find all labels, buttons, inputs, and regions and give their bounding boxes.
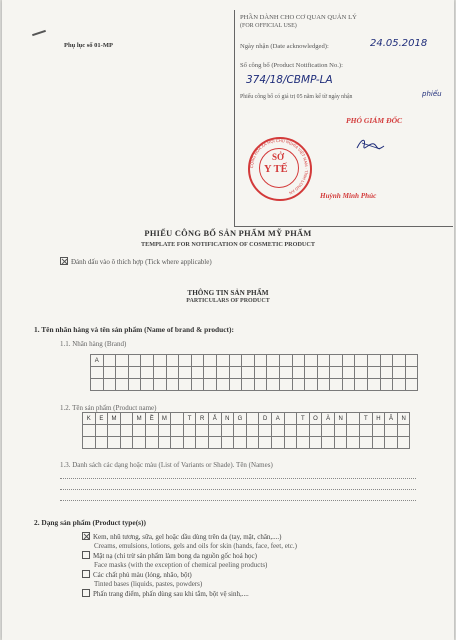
brand-grid-cell[interactable] [116,367,129,379]
product-grid-cell[interactable] [259,425,272,437]
brand-grid-cell[interactable] [305,355,318,367]
brand-grid-cell[interactable] [368,379,381,391]
product-grid-cell[interactable] [221,425,234,437]
brand-grid-cell[interactable] [141,379,154,391]
tick-note [60,257,212,266]
q1-3-label: 1.3. Danh sách các dạng hoặc màu (List of Variants or Shade). Tên (Names) [60,461,273,469]
position-title: PHÓ GIÁM ĐỐC [346,116,403,125]
brand-grid-cell[interactable] [141,355,154,367]
brand-grid-cell[interactable] [153,355,166,367]
product-grid-cell[interactable] [95,437,108,449]
brand-grid-cell[interactable] [305,379,318,391]
product-grid-cell[interactable]: À [322,413,335,425]
product-grid-cell[interactable] [347,413,360,425]
product-grid-cell[interactable] [360,437,373,449]
brand-grid-cell[interactable] [216,379,229,391]
product-grid-cell[interactable]: M [108,413,121,425]
brand-grid-cell[interactable] [342,379,355,391]
brand-grid-cell[interactable] [355,379,368,391]
brand-grid-cell[interactable] [267,367,280,379]
brand-grid-cell[interactable] [292,367,305,379]
product-grid-cell[interactable] [183,437,196,449]
product-type-checkbox[interactable] [82,532,90,540]
brand-grid-cell[interactable] [128,355,141,367]
notification-number-value: 374/18/CBMP-LA [246,74,333,86]
brand-grid-cell[interactable] [166,367,179,379]
brand-grid-cell[interactable] [292,355,305,367]
brand-grid-cell[interactable] [153,367,166,379]
product-grid-cell[interactable]: N [334,413,347,425]
product-grid-cell[interactable] [83,437,96,449]
validity-handwritten: phiếu [422,90,442,98]
product-grid-row [83,413,410,425]
brand-grid-cell[interactable] [141,367,154,379]
brand-grid-cell[interactable] [330,355,343,367]
brand-grid-cell[interactable] [91,379,104,391]
brand-grid-cell[interactable] [342,355,355,367]
product-grid-cell[interactable]: M [133,413,146,425]
product-grid-row [83,437,410,449]
product-type-option [82,532,422,551]
product-grid-cell[interactable]: T [360,413,373,425]
brand-grid-cell[interactable] [179,367,192,379]
product-grid-cell[interactable] [208,425,221,437]
product-grid-cell[interactable] [246,425,259,437]
product-grid-cell[interactable] [385,437,398,449]
signature-image [354,134,388,156]
brand-grid-cell[interactable] [380,367,393,379]
brand-grid-cell[interactable] [204,367,217,379]
brand-grid-cell[interactable] [204,355,217,367]
notification-number-label: Số công bố (Product Notification No.): [240,62,343,69]
product-type-label-en: Tinted bases (liquids, pastes, powders) [94,580,203,588]
product-grid-cell[interactable]: A [271,413,284,425]
brand-grid-cell[interactable] [103,367,116,379]
product-grid-cell[interactable] [309,437,322,449]
product-grid-cell[interactable] [347,425,360,437]
brand-grid-cell[interactable] [279,355,292,367]
brand-grid-row [91,367,418,379]
product-grid-cell[interactable] [322,425,335,437]
product-grid-cell[interactable]: N [221,413,234,425]
brand-grid-cell[interactable] [128,379,141,391]
product-grid-cell[interactable] [196,425,209,437]
section-title-vi: THÔNG TIN SẢN PHẨM [187,289,269,297]
official-header-en: (FOR OFFICIAL USE) [240,23,297,29]
product-grid-cell[interactable] [284,437,297,449]
q2-title: 2. Dạng sản phẩm (Product type(s)) [34,518,146,527]
brand-grid-cell[interactable] [128,367,141,379]
product-grid-cell[interactable]: E [95,413,108,425]
product-grid-cell[interactable] [158,425,171,437]
brand-grid-cell[interactable] [166,355,179,367]
brand-grid-cell[interactable] [330,367,343,379]
brand-grid-cell[interactable] [405,379,418,391]
product-grid-cell[interactable] [322,437,335,449]
brand-grid-cell[interactable] [317,367,330,379]
brand-grid-cell[interactable]: A [91,355,104,367]
tick-note-checkbox[interactable] [60,257,68,265]
q1-title: 1. Tên nhãn hàng và tên sản phẩm (Name of brand & product): [34,325,234,334]
brand-grid-cell[interactable] [305,367,318,379]
product-grid-cell[interactable]: T [183,413,196,425]
product-grid-cell[interactable] [145,437,158,449]
product-grid-cell[interactable] [334,437,347,449]
product-grid-cell[interactable] [309,425,322,437]
brand-grid-row [91,355,418,367]
brand-grid-cell[interactable] [179,379,192,391]
q1-2-label: 1.2. Tên sản phẩm (Product name) [60,404,157,412]
svg-text:CỘNG HÒA XÃ HỘI CHỦ NGHĨA VIỆT: CỘNG HÒA XÃ HỘI CHỦ NGHĨA VIỆT NAM · TỈNH LONG AN [248,137,310,196]
product-grid-cell[interactable] [234,425,247,437]
brand-grid-cell[interactable] [355,367,368,379]
product-grid-cell[interactable] [208,437,221,449]
product-grid-cell[interactable] [372,425,385,437]
brand-grid-cell[interactable] [242,379,255,391]
product-grid-cell[interactable]: G [234,413,247,425]
brand-grid-cell[interactable] [342,367,355,379]
product-grid-cell[interactable] [271,425,284,437]
brand-grid-cell[interactable] [191,367,204,379]
brand-grid-cell[interactable] [242,367,255,379]
brand-grid-cell[interactable] [317,355,330,367]
product-grid-cell[interactable] [372,437,385,449]
brand-grid-cell[interactable] [292,379,305,391]
brand-grid-cell[interactable] [153,379,166,391]
brand-grid-cell[interactable] [380,379,393,391]
product-type-checkbox[interactable] [82,551,90,559]
product-type-option [82,551,422,570]
product-grid-cell[interactable] [196,437,209,449]
product-grid-cell[interactable]: M [158,413,171,425]
product-grid-cell[interactable] [183,425,196,437]
product-grid-cell[interactable] [284,413,297,425]
product-grid-cell[interactable] [171,425,184,437]
brand-grid-cell[interactable] [116,379,129,391]
variants-line-3[interactable] [60,500,416,501]
product-type-checkbox[interactable] [82,589,90,597]
product-grid-cell[interactable]: Â [385,413,398,425]
product-type-label-vi: Mặt nạ (chỉ trừ sản phẩm làm bong da nguồn gốc hoá học) [93,552,257,560]
product-grid-cell[interactable] [95,425,108,437]
product-grid-row [83,425,410,437]
product-grid-cell[interactable] [120,437,133,449]
product-type-label-vi: Kem, nhũ tương, sữa, gel hoặc dầu dùng trên da (tay, mặt, chân,....) [93,533,282,541]
product-grid-cell[interactable] [259,437,272,449]
product-grid-cell[interactable]: Ề [145,413,158,425]
product-grid-cell[interactable]: O [309,413,322,425]
validity-label: Phiếu công bố có giá trị 05 năm kể từ ngày nhận [240,94,353,100]
product-grid-cell[interactable] [108,425,121,437]
product-grid-cell[interactable] [284,425,297,437]
product-grid-cell[interactable] [297,437,310,449]
product-type-label-en: Creams, emulsions, lotions, gels and oils for skin (hands, face, feet, etc.) [94,542,297,550]
product-grid-cell[interactable] [120,413,133,425]
product-grid-cell[interactable] [171,437,184,449]
product-grid-cell[interactable] [385,425,398,437]
product-grid-cell[interactable] [120,425,133,437]
brand-grid-cell[interactable] [179,355,192,367]
product-grid-cell[interactable]: T [297,413,310,425]
product-grid-cell[interactable] [145,425,158,437]
brand-grid-cell[interactable] [216,367,229,379]
product-type-list [82,532,422,599]
form-title-vi: PHIẾU CÔNG BỐ SẢN PHẨM MỸ PHẨM [144,229,312,238]
product-grid-cell[interactable] [271,437,284,449]
date-acknowledged-value: 24.05.2018 [370,38,428,49]
product-grid-cell[interactable] [158,437,171,449]
section-title-en: PARTICULARS OF PRODUCT [186,298,270,304]
official-header-vi: PHẦN DÀNH CHO CƠ QUAN QUẢN LÝ [240,14,357,21]
product-grid-cell[interactable] [347,437,360,449]
stamp-so: SỞ [272,152,285,162]
brand-grid-cell[interactable] [368,367,381,379]
brand-grid-cell[interactable] [393,379,406,391]
product-type-label-vi: Phấn trang điểm, phấn dùng sau khi tắm, bột vệ sinh,.... [93,590,249,598]
brand-grid-cell[interactable] [254,379,267,391]
tick-note-text: Đánh dấu vào ô thích hợp (Tick where applicable) [71,258,212,266]
variants-line-1[interactable] [60,478,416,479]
variants-line-2[interactable] [60,489,416,490]
product-name-grid[interactable] [82,412,410,449]
product-grid-cell[interactable] [133,425,146,437]
brand-grid-cell[interactable] [254,367,267,379]
corner-mark [32,30,46,36]
product-grid-cell[interactable]: H [372,413,385,425]
product-grid-cell[interactable]: N [397,413,410,425]
brand-grid-cell[interactable] [267,379,280,391]
brand-grid-cell[interactable] [216,355,229,367]
brand-grid-cell[interactable] [229,367,242,379]
brand-grid-cell[interactable] [368,355,381,367]
product-grid-cell[interactable] [246,413,259,425]
brand-grid-cell[interactable] [393,367,406,379]
brand-grid-cell[interactable] [267,355,280,367]
brand-grid-cell[interactable] [317,379,330,391]
brand-grid-cell[interactable] [103,355,116,367]
product-grid-cell[interactable] [360,425,373,437]
brand-grid-cell[interactable] [242,355,255,367]
product-grid-cell[interactable] [221,437,234,449]
brand-grid-cell[interactable] [191,379,204,391]
product-grid-cell[interactable] [234,437,247,449]
product-grid-cell[interactable] [246,437,259,449]
brand-grid[interactable] [90,354,418,391]
brand-grid-cell[interactable] [103,379,116,391]
brand-grid-cell[interactable] [166,379,179,391]
product-grid-cell[interactable]: K [83,413,96,425]
document-page [2,0,454,640]
brand-grid-cell[interactable] [229,355,242,367]
official-header [240,13,357,31]
q1-1-label: 1.1. Nhãn hàng (Brand) [60,340,127,348]
date-acknowledged-label: Ngày nhận (Date acknowledged): [240,43,329,50]
brand-grid-cell[interactable] [279,367,292,379]
form-title-en: TEMPLATE FOR NOTIFICATION OF COSMETIC PRODUCT [140,241,315,248]
brand-grid-row [91,379,418,391]
product-grid-cell[interactable] [108,437,121,449]
product-grid-cell[interactable] [334,425,347,437]
brand-grid-cell[interactable] [116,355,129,367]
product-grid-cell[interactable] [397,425,410,437]
brand-grid-cell[interactable] [191,355,204,367]
product-grid-cell[interactable] [397,437,410,449]
brand-grid-cell[interactable] [380,355,393,367]
product-grid-cell[interactable]: D [259,413,272,425]
brand-grid-cell[interactable] [91,367,104,379]
stamp-y-te: Y TẾ [264,164,288,175]
brand-grid-cell[interactable] [355,355,368,367]
product-grid-cell[interactable] [83,425,96,437]
product-type-label-en: Face masks (with the exception of chemical peeling products) [94,561,268,569]
product-grid-cell[interactable] [171,413,184,425]
product-grid-cell[interactable] [133,437,146,449]
brand-grid-cell[interactable] [330,379,343,391]
product-grid-cell[interactable] [297,425,310,437]
product-grid-cell[interactable]: R [196,413,209,425]
product-type-option [82,570,422,589]
product-grid-cell[interactable]: Ắ [208,413,221,425]
brand-grid-cell[interactable] [254,355,267,367]
signer-name: Huỳnh Minh Phúc [320,192,377,200]
brand-grid-cell[interactable] [229,379,242,391]
brand-grid-cell[interactable] [279,379,292,391]
brand-grid-cell[interactable] [405,367,418,379]
brand-grid-cell[interactable] [393,355,406,367]
brand-grid-cell[interactable] [405,355,418,367]
product-type-label-vi: Các chất phủ màu (lỏng, nhão, bột) [93,571,192,579]
product-type-option [82,589,422,599]
product-type-checkbox[interactable] [82,570,90,578]
form-code: Phụ lục số 01-MP [64,42,113,49]
brand-grid-cell[interactable] [204,379,217,391]
